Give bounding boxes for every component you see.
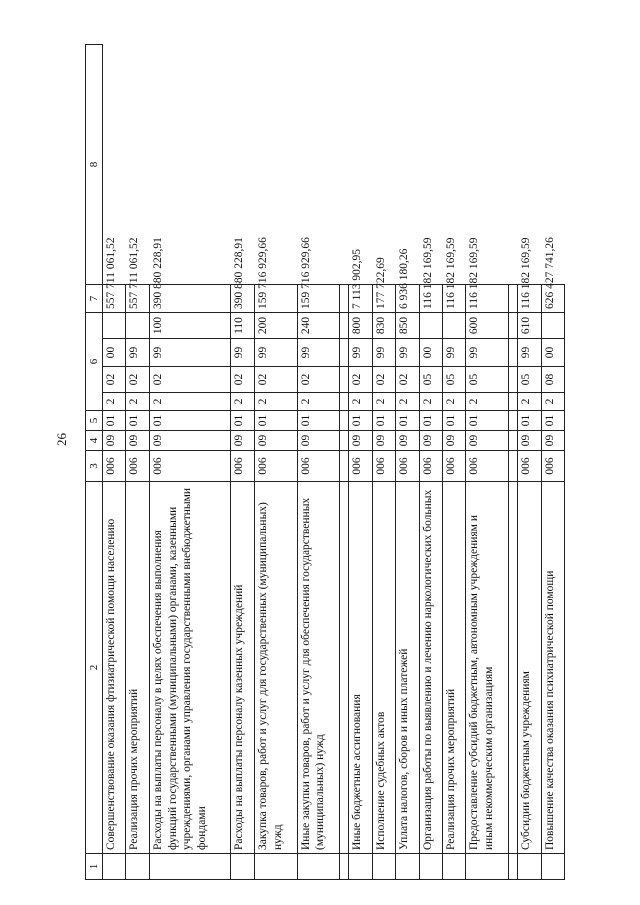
code-cell: 09 [149, 431, 231, 451]
row-name: Иные закупки товаров, работ и услуг для обеспечения государственных (муниципальных) нужд [297, 482, 340, 854]
code-cell: 09 [297, 431, 340, 451]
code-cell: 006 [231, 451, 254, 482]
code-cell: 01 [231, 411, 254, 431]
header-cell: 4 [86, 431, 103, 451]
code-cell: 240 [297, 313, 340, 339]
code-cell: 09 [541, 431, 565, 451]
code-cell: 09 [396, 431, 419, 451]
amount-cell: 626 427 741,26 [541, 285, 565, 313]
code-cell: 09 [126, 431, 149, 451]
code-cell [126, 313, 149, 339]
code-cell: 09 [442, 431, 465, 451]
row-name: Организация работы по выявлению и лечению наркологических больных [419, 482, 442, 854]
row-name: Иные бюджетные ассигнования [349, 482, 372, 854]
code-cell: 99 [442, 339, 465, 367]
code-cell: 05 [419, 367, 442, 393]
table-row [518, 45, 541, 880]
code-cell: 09 [254, 431, 297, 451]
code-cell: 01 [254, 411, 297, 431]
code-cell: 006 [541, 451, 565, 482]
code-cell: 2 [466, 393, 509, 411]
code-cell: 2 [297, 393, 340, 411]
amount-cell: 557 711 061,52 [126, 285, 149, 313]
code-cell: 01 [103, 411, 126, 431]
rotated-page [85, 45, 565, 880]
code-cell: 006 [149, 451, 231, 482]
code-cell: 09 [466, 431, 509, 451]
amount-cell: 159 716 929,66 [297, 285, 340, 313]
amount-cell: 6 936 180,26 [396, 285, 419, 313]
row-name: Предоставление субсидий бюджетным, автономным учреждениям и иным некоммерческим организациям [466, 482, 509, 854]
code-cell: 09 [103, 431, 126, 451]
code-cell: 2 [231, 393, 254, 411]
code-cell: 09 [372, 431, 395, 451]
header-cell: 3 [86, 451, 103, 482]
row-name: Закупка товаров, работ и услуг для государственных (муниципальных) нужд [254, 482, 297, 854]
code-cell: 99 [396, 339, 419, 367]
header-row [86, 45, 103, 880]
header-cell: 5 [86, 411, 103, 431]
code-cell: 02 [149, 367, 231, 393]
code-cell: 02 [126, 367, 149, 393]
row-name: Расходы на выплаты персоналу казенных учреждений [231, 482, 254, 854]
code-cell: 850 [396, 313, 419, 339]
code-cell: 01 [297, 411, 340, 431]
code-cell: 006 [349, 451, 372, 482]
header-cell: 7 [86, 285, 103, 313]
code-cell: 600 [466, 313, 509, 339]
code-cell: 006 [419, 451, 442, 482]
code-cell: 006 [254, 451, 297, 482]
code-cell: 02 [349, 367, 372, 393]
table-row [254, 45, 297, 880]
code-cell [442, 313, 465, 339]
row-name: Реализация прочих мероприятий [442, 482, 465, 854]
code-cell: 01 [466, 411, 509, 431]
code-cell: 830 [372, 313, 395, 339]
code-cell: 2 [149, 393, 231, 411]
table-row [466, 45, 509, 880]
table-row [349, 45, 372, 880]
code-cell: 08 [541, 367, 565, 393]
header-cell: 8 [86, 45, 103, 285]
code-cell: 006 [466, 451, 509, 482]
code-cell: 2 [372, 393, 395, 411]
amount-cell: 7 113 902,95 [349, 285, 372, 313]
code-cell: 006 [442, 451, 465, 482]
table-row [396, 45, 419, 880]
code-cell: 99 [518, 339, 541, 367]
amount-cell: 116 182 169,59 [442, 285, 465, 313]
row-name: Уплата налогов, сборов и иных платежей [396, 482, 419, 854]
code-cell [419, 313, 442, 339]
code-cell: 01 [149, 411, 231, 431]
row-name: Субсидии бюджетным учреждениям [518, 482, 541, 854]
code-cell: 2 [396, 393, 419, 411]
code-cell: 100 [149, 313, 231, 339]
code-cell: 99 [466, 339, 509, 367]
code-cell: 01 [349, 411, 372, 431]
code-cell: 01 [442, 411, 465, 431]
code-cell: 00 [541, 339, 565, 367]
amount-cell: 116 182 169,59 [518, 285, 541, 313]
row-name: Реализация прочих мероприятий [126, 482, 149, 854]
spacer-row [340, 45, 349, 880]
code-cell: 09 [419, 431, 442, 451]
header-cell: 1 [86, 854, 103, 880]
code-cell: 02 [231, 367, 254, 393]
row-name: Исполнение судебных актов [372, 482, 395, 854]
code-cell: 00 [103, 339, 126, 367]
code-cell [541, 313, 565, 339]
code-cell: 09 [231, 431, 254, 451]
amount-cell: 159 716 929,66 [254, 285, 297, 313]
row-name: Расходы на выплаты персоналу в целях обеспечения выполнения функций государственными (муниципальными) органами, казенными учреждениями, органами управления государственными внебюджетными фондами [149, 482, 231, 854]
code-cell [103, 313, 126, 339]
row-name: Повышение качества оказания психиатрической помощи [541, 482, 565, 854]
code-cell: 800 [349, 313, 372, 339]
code-cell: 2 [419, 393, 442, 411]
header-cell: 2 [86, 482, 103, 854]
code-cell: 05 [466, 367, 509, 393]
table-row [419, 45, 442, 880]
table-row [372, 45, 395, 880]
code-cell: 2 [126, 393, 149, 411]
code-cell: 99 [297, 339, 340, 367]
amount-cell: 390 880 228,91 [149, 285, 231, 313]
code-cell: 2 [518, 393, 541, 411]
code-cell: 006 [297, 451, 340, 482]
table-row [297, 45, 340, 880]
table-row [541, 45, 565, 880]
code-cell: 110 [231, 313, 254, 339]
code-cell: 01 [126, 411, 149, 431]
code-cell: 02 [103, 367, 126, 393]
code-cell: 2 [254, 393, 297, 411]
code-cell: 01 [541, 411, 565, 431]
code-cell: 610 [518, 313, 541, 339]
row-name: Совершенствование оказания фтизиатрической помощи населению [103, 482, 126, 854]
code-cell: 00 [419, 339, 442, 367]
code-cell: 99 [149, 339, 231, 367]
code-cell: 09 [518, 431, 541, 451]
amount-cell: 116 182 169,59 [419, 285, 442, 313]
code-cell: 99 [349, 339, 372, 367]
code-cell: 006 [126, 451, 149, 482]
spacer-row [509, 45, 518, 880]
code-cell: 99 [254, 339, 297, 367]
page-number: 26 [54, 433, 69, 446]
amount-cell: 390 880 228,91 [231, 285, 254, 313]
code-cell: 2 [442, 393, 465, 411]
code-cell: 05 [518, 367, 541, 393]
table-row [103, 45, 126, 880]
code-cell: 02 [396, 367, 419, 393]
code-cell: 05 [442, 367, 465, 393]
code-cell: 006 [518, 451, 541, 482]
code-cell: 2 [349, 393, 372, 411]
table-row [126, 45, 149, 880]
code-cell: 006 [396, 451, 419, 482]
budget-table [85, 44, 565, 880]
code-cell: 01 [419, 411, 442, 431]
code-cell: 09 [349, 431, 372, 451]
code-cell: 006 [372, 451, 395, 482]
code-cell: 2 [541, 393, 565, 411]
code-cell: 99 [372, 339, 395, 367]
code-cell: 99 [126, 339, 149, 367]
code-cell: 01 [372, 411, 395, 431]
code-cell: 02 [372, 367, 395, 393]
header-cell: 6 [86, 313, 103, 411]
table-row [442, 45, 465, 880]
amount-cell: 557 711 061,52 [103, 285, 126, 313]
code-cell: 01 [396, 411, 419, 431]
code-cell: 02 [297, 367, 340, 393]
code-cell: 200 [254, 313, 297, 339]
table-row [231, 45, 254, 880]
code-cell: 99 [231, 339, 254, 367]
amount-cell: 177 722,69 [372, 285, 395, 313]
code-cell: 01 [518, 411, 541, 431]
amount-cell: 116 182 169,59 [466, 285, 509, 313]
table-row [149, 45, 231, 880]
code-cell: 006 [103, 451, 126, 482]
code-cell: 02 [254, 367, 297, 393]
code-cell: 2 [103, 393, 126, 411]
